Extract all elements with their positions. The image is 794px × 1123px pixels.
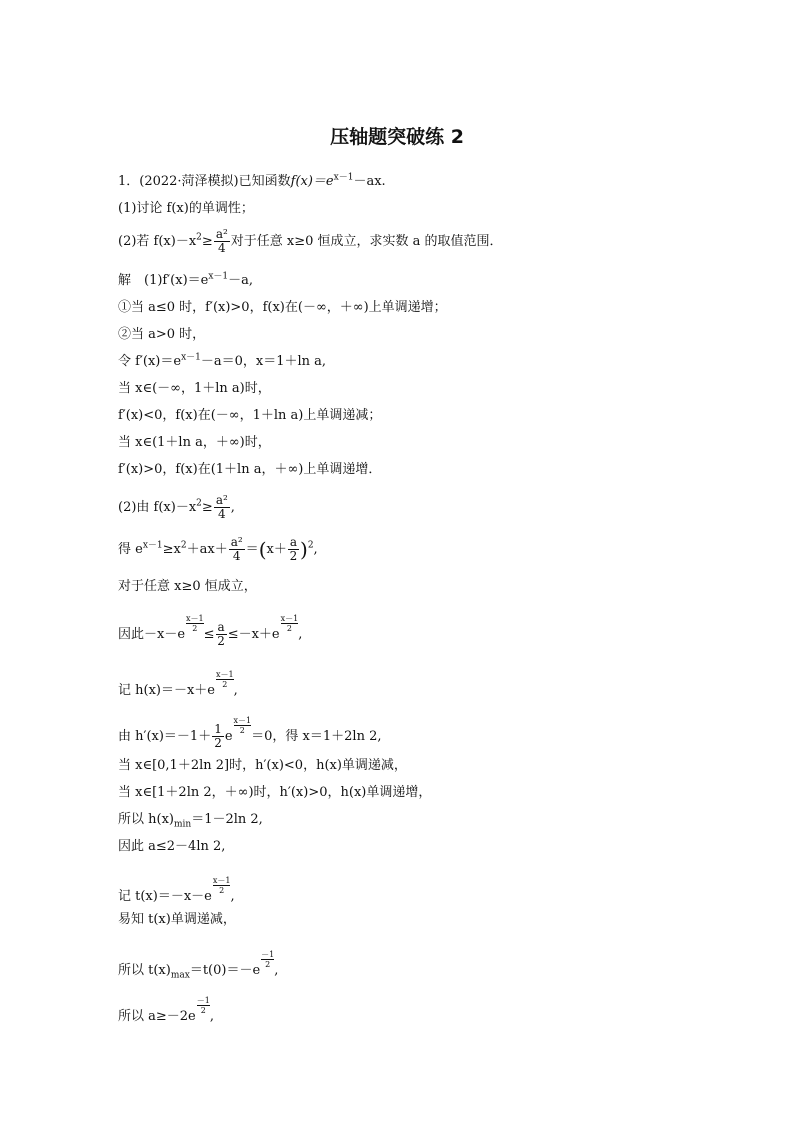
solution-line-5: 当 x∈(－∞，1＋ln a)时， xyxy=(118,381,271,396)
solution-line-21: 所以 $t(x)_{max}=t(0)=-e$ $\frac{-1}{2}$ , xyxy=(118,950,279,981)
solution-line-22: 所以 a≥－2e $\frac{-1}{2}$ , xyxy=(118,996,214,1024)
solution-line-20: 易知 t(x)单调递减， xyxy=(118,912,236,927)
solution-line-18: 因此 a≤2－4ln 2, xyxy=(118,839,226,854)
solution-line-11: 对于任意 x≥0 恒成立， xyxy=(118,579,257,594)
solution-line-7: 当 x∈(1＋ln a，＋∞)时， xyxy=(118,435,271,450)
solution-line-13: 记 h(x)＝－x＋e $\frac{x-1}{2}$ , xyxy=(118,670,238,698)
solution-line-3: ②当 a>0 时， xyxy=(118,327,206,342)
solution-line-10: 得 $e^{x-1}\ge x^2+ax+$ $\frac{\text{a²}}{4}$ ＝(x＋ $\frac{a}{2}$ )$^2$, xyxy=(118,535,318,563)
solution-line-9: (2)由 $f(x)-x^2\ge$ $\frac{\text{a²}}{4}$ , xyxy=(118,493,235,521)
page-title: 压轴题突破练 2 xyxy=(330,126,464,148)
solution-line-15: 当 x∈[0,1＋2ln 2]时，h′(x)<0，h(x)单调递减， xyxy=(118,758,407,773)
problem-part1: (1)讨论 f(x)的单调性； xyxy=(118,201,254,216)
solution-line-2: ①当 a≤0 时，f′(x)>0，f(x)在(－∞，＋∞)上单调递增； xyxy=(118,300,447,315)
solution-line-14: 由 h′(x)＝－1＋ $\frac{1}{2}$ e $\frac{x-1}{2}$ ＝0，得 x＝1＋2ln 2, xyxy=(118,716,382,750)
problem-part2: (2)若 $f(x)-x^2\ge$ $\frac{\text{a²}}{4}$ 对于任意 x≥0 恒成立，求实数 a 的取值范围． xyxy=(118,227,503,255)
fraction-a2-over-4: $\frac{\text{a²}}{4}$ xyxy=(215,227,228,255)
solution-line-12: 因此－x－e $\frac{x-1}{2}$ ≤ $\frac{a}{2}$ ≤－x＋e $\frac{x-1}{2}$ , xyxy=(118,614,303,648)
solution-line-6: f′(x)<0，f(x)在(－∞，1＋ln a)上单调递减； xyxy=(118,408,382,423)
solution-line-8: f′(x)>0，f(x)在(1＋ln a，＋∞)上单调递增． xyxy=(118,462,382,477)
solution-line-1: 解 $(1)f'(x)=e^{x-1}-a$, xyxy=(118,271,254,288)
solution-line-4: 令 $f'(x)=e^{x-1}-a=0$，x＝1＋ln a, xyxy=(118,352,327,369)
solution-line-17: 所以 $h(x)_{min}=1-2\ln$ 2, xyxy=(118,812,263,830)
problem-statement: 1．(2022·菏泽模拟)已知函数$f(x)=e^{x-1}-ax$. xyxy=(118,172,386,189)
solution-line-19: 记 t(x)＝－x－e $\frac{x-1}{2}$ , xyxy=(118,876,235,904)
solution-line-16: 当 x∈[1＋2ln 2，＋∞)时，h′(x)>0，h(x)单调递增， xyxy=(118,785,432,800)
